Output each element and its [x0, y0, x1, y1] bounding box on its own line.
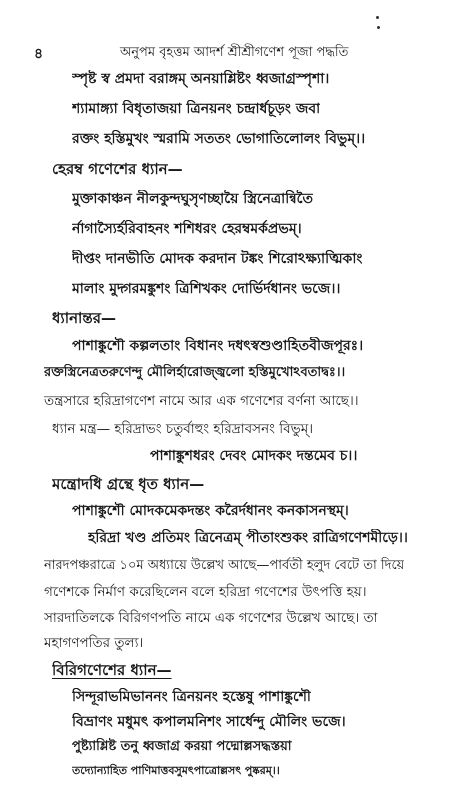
verse-line: পুষ্ট্যাশ্লিষ্ট তনু ধ্বজাগ্র করয়া পদ্মোল্লসদ্ধস্তয়া: [72, 739, 292, 754]
section-heading: মন্ত্রোদধি গ্রন্থে ধৃত ধ্যান—: [52, 475, 205, 493]
verse-line: শ্যামাঙ্গ্যা বিধৃতাজয়া ত্রিনয়নং চন্দ্রার্ধচূড়ং জবা: [72, 101, 321, 117]
verse-line: র্নাগাস্যৈর্হরিবাহনং শশিধরং হেরম্বমর্কপ্রভম্।: [72, 221, 302, 237]
page-number: ৪: [34, 46, 44, 62]
ink-speck: [376, 16, 379, 19]
verse-line: পাশাঙ্কুশৌ মোদকমেকদন্তং করৈর্দধানং কনকাসনস্থম্।: [72, 503, 349, 519]
verse-line: বিভ্রাণং মধুমৎ কপালমনিশং সার্ধেন্দু মৌলিং ভজে।: [72, 714, 346, 730]
verse-line: মালাং মুদ্গরমঙ্কুশং ত্রিশিখকং দোর্ভির্দধানং ভজে।।: [72, 281, 341, 297]
verse-line: তদ্যোন্যাহিত পাণিমাত্তবসুমৎপাত্রোল্লসৎ পুষ্করম্।।: [72, 764, 280, 777]
verse-line: রক্তং হস্তিমুখং স্মরামি সততং ভোগাতিলোলং বিভুম্।।: [72, 131, 366, 147]
running-title: অনুপম বৃহত্তম আদর্শ শ্রীশ্রীগণেশ পূজা পদ্ধতি: [120, 45, 349, 60]
page-header: [0, 40, 464, 64]
verse-line: পাশাঙ্কুশধরং দেবং মোদকং দন্তমেব চ।।: [150, 448, 358, 464]
prose-line: তন্ত্রসারে হরিদ্রাগণেশ নামে আর এক গণেশের বর্ণনা আছে।।: [44, 393, 359, 409]
section-heading: হেরম্ব গণেশের ধ্যান—: [52, 160, 183, 178]
verse-line: হরিদ্রা খণ্ড প্রতিমং ত্রিনেত্রম্ পীতাংশুকং রাত্রিগণেশমীড়ে।।: [88, 530, 408, 546]
prose-line: সারদাতিলকে বিরিগণপতি নামে এক গণেশের উল্লেখ আছে। তা: [44, 610, 378, 626]
section-heading: বিরিগণেশের ধ্যান—: [52, 661, 172, 679]
prose-line: গণেশকে নির্মাণ করেছিলেন বলে হরিদ্রা গণেশের উৎপত্তি হয়।: [44, 584, 367, 600]
prose-line: মহাগণপতির তুল্য।: [44, 635, 144, 651]
section-heading: ধ্যানান্তর—: [52, 309, 116, 327]
verse-line: দীপ্তং দানভীতি মোদক করদান টঙ্কং শিরোঽক্ষ্যাত্মিকাং: [72, 251, 363, 267]
prose-line: নারদপঞ্চরাত্রে ১০ম অধ্যায়ে উল্লেখ আছে—পার্বতী হলুদ বেটে তা দিয়ে: [44, 558, 405, 573]
verse-line: সিন্দূরাভমিভাননং ত্রিনয়নং হস্তেষু পাশাঙ্কুশৌ: [72, 689, 311, 705]
verse-line: পাশাঙ্কুশৌ কল্পলতাং বিধানং দধৎস্বশুণ্ডাহিতবীজপূরঃ।: [72, 338, 364, 354]
verse-line: স্পৃষ্ট স্ব প্রমদা বরাঙ্গম্ অনয়াশ্লিষ্টং ধ্বজাগ্রস্পৃশা।: [72, 71, 330, 87]
prose-line: ধ্যান মন্ত্র— হরিদ্রাভং চতুর্বাহুং হরিদ্রাবসনং বিভুম্।: [52, 421, 314, 437]
ink-speck: [377, 26, 380, 29]
verse-line: মুক্তাকাঞ্চন নীলকুন্দঘুসৃণচ্ছায়ৈ স্ত্রিনেত্রান্বিতৈ: [72, 191, 314, 207]
verse-line: রক্তস্ত্রিনেত্রতরুণেন্দু মৌলির্হারোজ্জ্বলো হস্তিমুখোঽবতাদ্বঃ।।: [44, 365, 346, 380]
